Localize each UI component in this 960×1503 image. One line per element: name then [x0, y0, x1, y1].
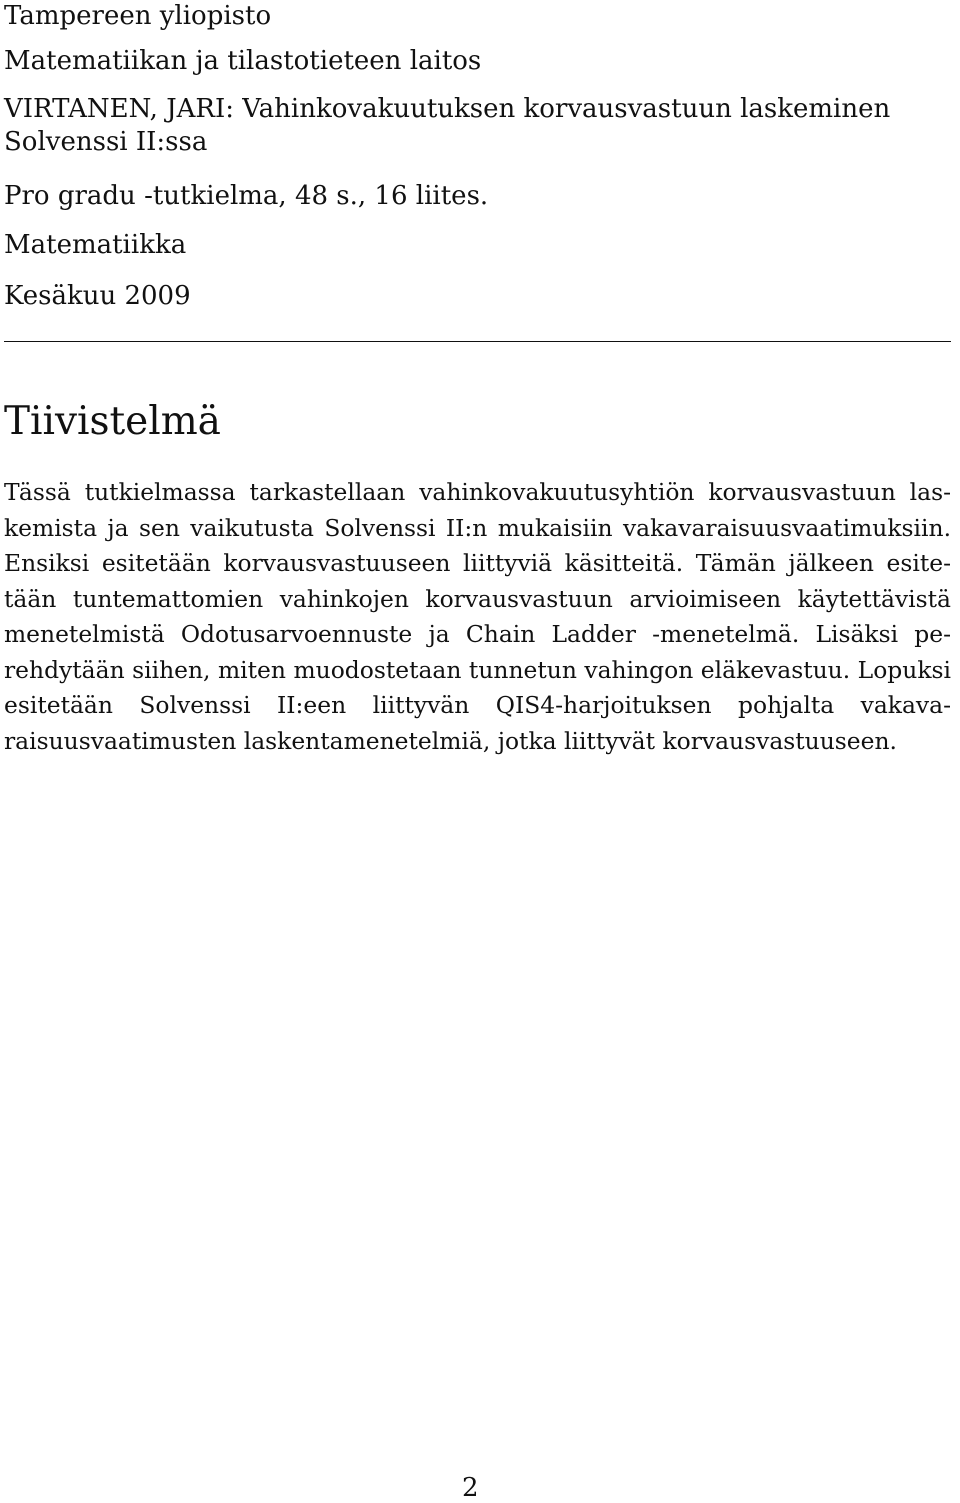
page-number: 2 — [462, 1473, 479, 1503]
abstract-text: Tässä tutkielmassa tarkastellaan vahinkovakuutusyhtiön korvausvastuun laskemista ja sen vaikutusta Solvenssi II:n mukaisiin vakavaraisuusvaatimuksiin. Ensiksi esitetään korvausvastuuseen liittyviä käsitteitä. Tämän jälkeen esitetään tuntemattomien vahinkojen korvausvastuun arvioimiseen käytettävistä menetelmistä Odotusarvoennuste ja Chain Ladder -menetelmä. Lisäksi perehdytään siihen, miten muodostetaan tunnetun vahingon eläkevastuu. Lopuksi esitetään Solvenssi II:een liittyvän QIS4-harjoituksen pohjalta vakavaraisuusvaatimusten laskentamenetelmiä, jotka liittyvät korvausvastuuseen. — [4, 478, 951, 755]
thesis-info: Pro gradu -tutkielma, 48 s., 16 liites. — [4, 181, 489, 211]
university-name: Tampereen yliopisto — [4, 1, 272, 31]
divider — [4, 341, 951, 342]
department-name: Matematiikan ja tilastotieteen laitos — [4, 46, 482, 76]
thesis-title: VIRTANEN, JARI: Vahinkovakuutuksen korvausvastuun laskeminen Solvenssi II:ssa — [4, 94, 891, 157]
date: Kesäkuu 2009 — [4, 281, 191, 311]
abstract-heading: Tiivistelmä — [4, 399, 221, 444]
subject: Matematiikka — [4, 230, 187, 260]
